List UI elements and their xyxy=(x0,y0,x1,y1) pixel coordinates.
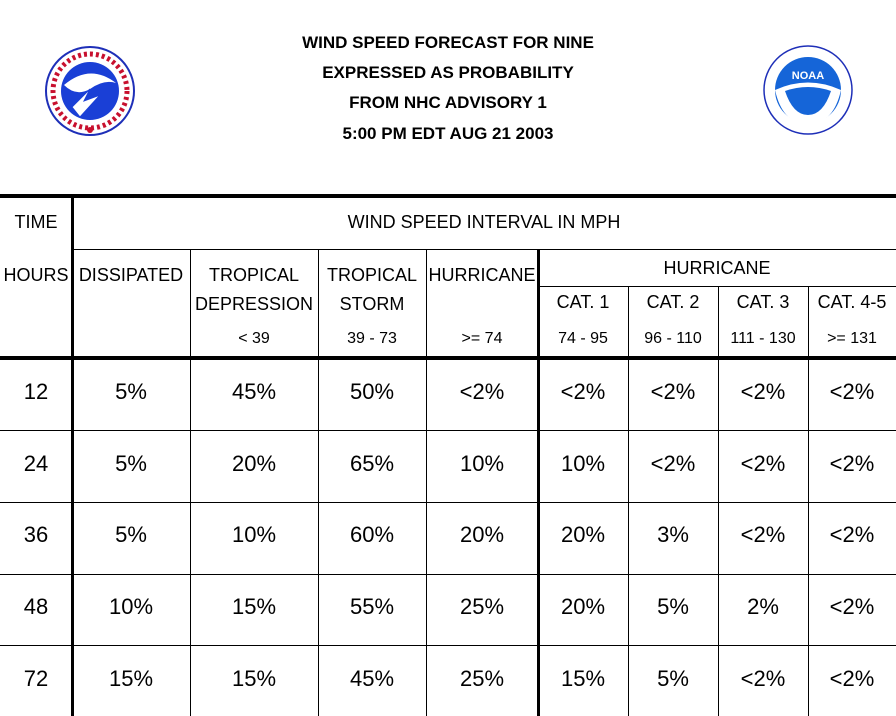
col-cat2-range: 96 - 110 xyxy=(644,330,702,347)
probability-cell: 5% xyxy=(115,522,147,547)
hurricane-group-label: HURRICANE xyxy=(663,258,771,278)
row-divider xyxy=(0,502,896,503)
national-weather-service-seal-icon xyxy=(44,45,138,137)
header-bottom-border xyxy=(0,356,896,360)
col-hurricane: HURRICANE xyxy=(428,265,536,285)
probability-cell: 65% xyxy=(349,451,395,476)
probability-cell: 15% xyxy=(231,666,277,691)
probability-cell: 10% xyxy=(108,594,154,619)
probability-cell: <2% xyxy=(459,379,505,404)
probability-cell: 15% xyxy=(231,594,277,619)
col-cat3-range: 111 - 130 xyxy=(730,330,796,347)
col-dissipated: DISSIPATED xyxy=(78,265,184,285)
probability-cell: <2% xyxy=(740,379,786,404)
hours-cell: 72 xyxy=(23,666,49,691)
col-cat2: CAT. 2 xyxy=(646,292,700,312)
wind-speed-interval-label: WIND SPEED INTERVAL IN MPH xyxy=(347,212,621,232)
hours-cell: 48 xyxy=(23,594,49,619)
probability-cell: 55% xyxy=(349,594,395,619)
row-divider xyxy=(0,574,896,575)
header-divider xyxy=(72,249,896,250)
probability-cell: <2% xyxy=(740,451,786,476)
title-line-4: 5:00 PM EDT AUG 21 2003 xyxy=(342,124,554,143)
probability-cell: 10% xyxy=(459,451,505,476)
probability-cell: 15% xyxy=(560,666,606,691)
probability-cell: 3% xyxy=(657,522,689,547)
title-line-3: FROM NHC ADVISORY 1 xyxy=(349,93,547,112)
col-divider xyxy=(628,287,629,716)
probability-cell: 5% xyxy=(115,379,147,404)
col-ts-line1: TROPICAL xyxy=(326,265,418,285)
col-cat1-range: 74 - 95 xyxy=(558,330,608,347)
probability-cell: <2% xyxy=(829,451,875,476)
col-divider xyxy=(190,250,191,716)
probability-cell: <2% xyxy=(650,379,696,404)
row-divider xyxy=(0,645,896,646)
probability-cell: 5% xyxy=(115,451,147,476)
probability-cell: 60% xyxy=(349,522,395,547)
probability-cell: 50% xyxy=(349,379,395,404)
col-hurricane-range: >= 74 xyxy=(461,330,503,347)
probability-cell: <2% xyxy=(829,522,875,547)
probability-cell: <2% xyxy=(829,594,875,619)
col-td-line2: DEPRESSION xyxy=(194,294,314,314)
probability-cell: 45% xyxy=(231,379,277,404)
time-label: TIME xyxy=(14,212,58,232)
col-cat45-range: >= 131 xyxy=(827,330,877,347)
probability-cell: 20% xyxy=(560,594,606,619)
col-cat1: CAT. 1 xyxy=(556,292,610,312)
noaa-logo-text: NOAA xyxy=(791,70,825,82)
probability-cell: <2% xyxy=(650,451,696,476)
probability-cell: 2% xyxy=(747,594,779,619)
hours-label: HOURS xyxy=(3,265,69,285)
probability-cell: 20% xyxy=(560,522,606,547)
probability-cell: <2% xyxy=(740,522,786,547)
probability-cell: 20% xyxy=(231,451,277,476)
col-divider xyxy=(808,287,809,716)
col-divider xyxy=(426,250,427,716)
probability-cell: 25% xyxy=(459,666,505,691)
probability-cell: <2% xyxy=(560,379,606,404)
title-line-1: WIND SPEED FORECAST FOR NINE xyxy=(302,33,594,52)
probability-cell: <2% xyxy=(829,379,875,404)
probability-cell: <2% xyxy=(740,666,786,691)
probability-cell: 45% xyxy=(349,666,395,691)
col-ts-range: 39 - 73 xyxy=(347,330,397,347)
probability-cell: 20% xyxy=(459,522,505,547)
hours-cell: 36 xyxy=(23,522,49,547)
probability-cell: <2% xyxy=(829,666,875,691)
col-divider xyxy=(718,287,719,716)
probability-cell: 10% xyxy=(560,451,606,476)
probability-cell: 25% xyxy=(459,594,505,619)
title-line-2: EXPRESSED AS PROBABILITY xyxy=(322,63,574,82)
probability-cell: 5% xyxy=(657,594,689,619)
hurricane-group-divider xyxy=(538,286,896,287)
row-divider xyxy=(0,430,896,431)
col-td-range: < 39 xyxy=(238,330,270,347)
col-divider xyxy=(318,250,319,716)
hours-cell: 12 xyxy=(23,379,49,404)
probability-cell: 15% xyxy=(108,666,154,691)
hurricane-group-border xyxy=(537,250,540,716)
table-top-border xyxy=(0,194,896,198)
probability-cell: 10% xyxy=(231,522,277,547)
noaa-seal-icon xyxy=(763,45,853,135)
hours-cell: 24 xyxy=(23,451,49,476)
col-ts-line2: STORM xyxy=(339,294,405,314)
col-cat3: CAT. 3 xyxy=(736,292,790,312)
col-td-line1: TROPICAL xyxy=(208,265,300,285)
probability-cell: 5% xyxy=(657,666,689,691)
col-cat45: CAT. 4-5 xyxy=(817,292,887,312)
